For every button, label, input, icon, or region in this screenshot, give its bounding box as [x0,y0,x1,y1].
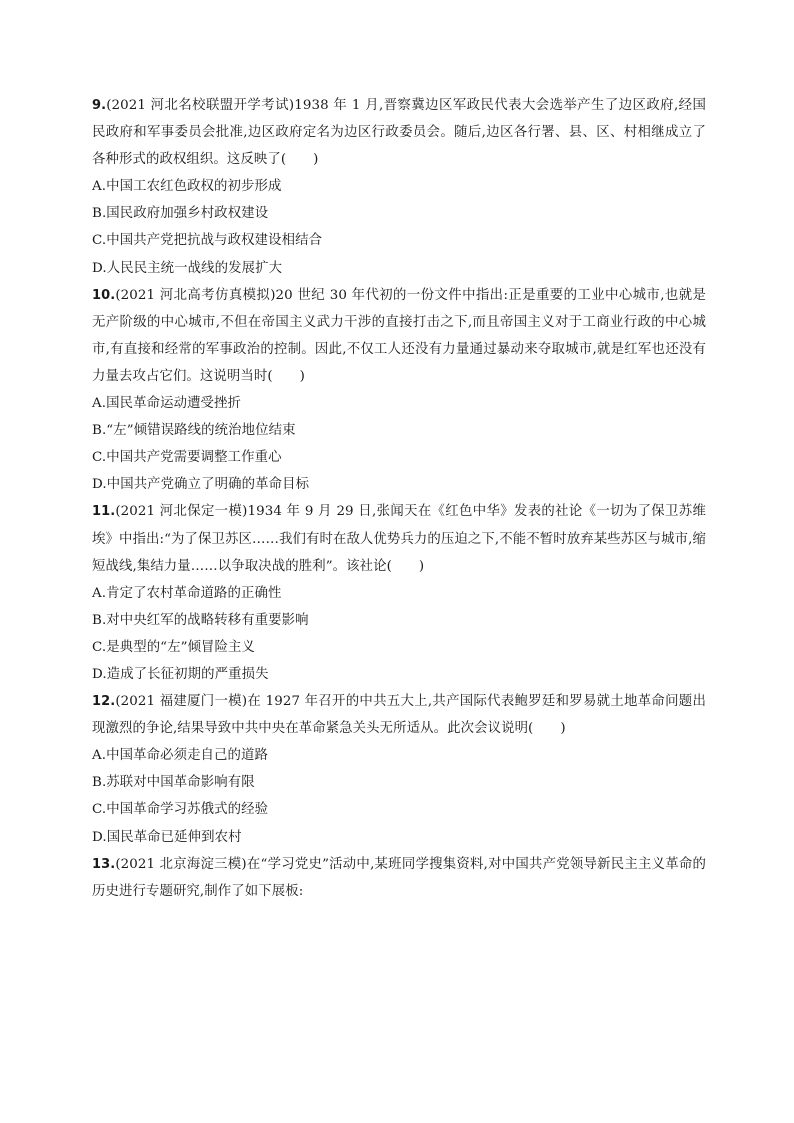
question-stem [92,92,706,173]
question-stem [92,851,706,905]
exam-page [92,92,706,905]
option-a: A.中国革命必须走自己的道路 [92,748,269,764]
question-text: (2021 河北名校联盟开学考试)1938 年 1 月,晋察冀边区军政民代表大会选举产生了边区政府,经国民政府和军事委员会批准,边区政府定名为边区行政委员会。随后,边区各行署、县、区、村相继成立了各种形式的政权组织。这反映了( ) [92,98,706,168]
option-a: A.中国工农红色政权的初步形成 [92,179,282,195]
question-10 [92,282,706,499]
question-text: (2021 北京海淀三模)在“学习党史”活动中,某班同学搜集资料,对中国共产党领导新民主主义革命的历史进行专题研究,制作了如下展板: [92,856,706,899]
option-b: B.“左”倾错误路线的统治地位结束 [92,423,296,439]
option-b: B.国民政府加强乡村政权建设 [92,206,269,222]
option-b: B.对中央红军的战略转移有重要影响 [92,612,309,628]
question-text: (2021 福建厦门一模)在 1927 年召开的中共五大上,共产国际代表鲍罗廷和罗易就土地革命问题出现激烈的争论,结果导致中共中央在革命紧急关头无所适从。此次会议说明( ) [92,694,706,737]
question-13 [92,851,706,905]
question-stem [92,688,706,742]
option-c: C.中国共产党把抗战与政权建设相结合 [92,233,323,249]
question-text: (2021 河北高考仿真模拟)20 世纪 30 年代初的一份文件中指出:正是重要的工业中心城市,也就是无产阶级的中心城市,不但在帝国主义武力干涉的直接打击之下,而且帝国主义对于工商业行政的中心城市,有直接和经常的军事政治的控制。因此,不仅工人还没有力量通过暴动来夺取城市,就是红军也还没有力量去攻占它们。这说明当时( ) [92,287,706,384]
question-12 [92,688,706,851]
question-stem [92,498,706,579]
option-c: C.中国革命学习苏俄式的经验 [92,802,269,818]
question-9 [92,92,706,282]
question-text: (2021 河北保定一模)1934 年 9 月 29 日,张闻天在《红色中华》发表的社论《一切为了保卫苏维埃》中指出:“为了保卫苏区……我们有时在敌人优势兵力的压迫之下,不能不暂时放弃某些苏区与城市,缩短战线,集结力量……以争取决战的胜利”。该社论( ) [92,504,706,574]
option-d: D.国民革命已延伸到农村 [92,829,242,845]
question-stem [92,282,706,390]
question-11 [92,498,706,688]
question-number: 10. [92,287,116,303]
option-d: D.中国共产党确立了明确的革命目标 [92,477,310,493]
option-c: C.是典型的“左”倾冒险主义 [92,639,256,655]
option-b: B.苏联对中国革命影响有限 [92,775,255,791]
question-number: 12. [92,694,116,710]
option-a: A.肯定了农村革命道路的正确性 [92,585,282,601]
option-d: D.人民民主统一战线的发展扩大 [92,260,283,276]
question-number: 11. [92,504,116,520]
option-c: C.中国共产党需要调整工作重心 [92,450,282,466]
question-number: 9. [92,98,107,113]
option-d: D.造成了长征初期的严重损失 [92,666,269,682]
question-number: 13. [92,856,116,872]
option-a: A.国民革命运动遭受挫折 [92,396,242,412]
